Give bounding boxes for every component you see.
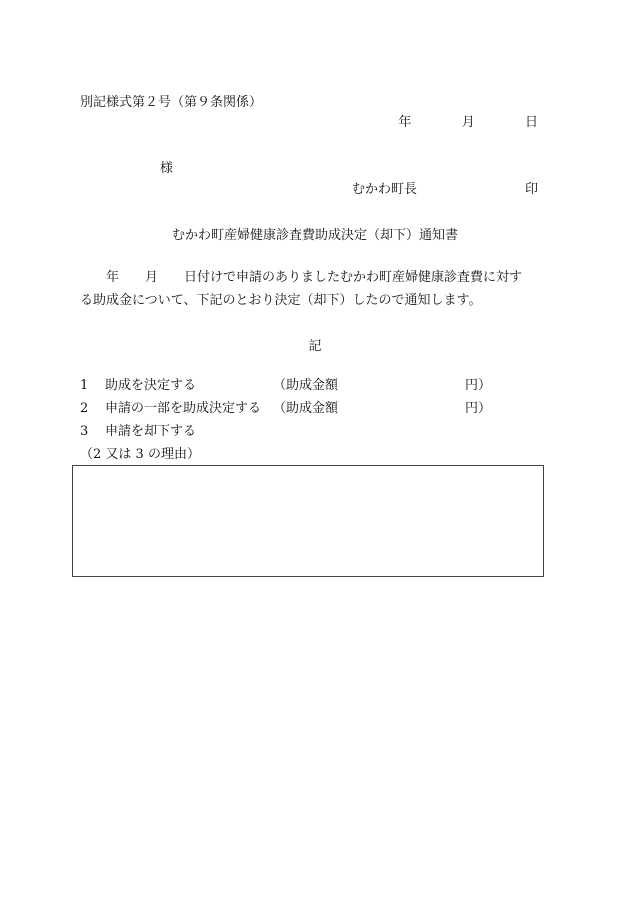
item-number: 2 <box>80 401 89 416</box>
item-text: 申請を却下する <box>105 424 197 439</box>
reason-box <box>72 465 544 577</box>
amount-label: （助成金額 <box>273 401 339 416</box>
list-item-decision <box>80 378 492 393</box>
date-line <box>0 116 538 129</box>
item-text: 助成を決定する <box>105 378 197 393</box>
document-title: むかわ町産婦健康診査費助成決定（却下）通知書 <box>171 228 458 243</box>
reason-label: （2 又は 3 の理由） <box>80 447 200 462</box>
list-item-rejection <box>80 425 196 438</box>
amount-label: （助成金額 <box>273 378 339 393</box>
yen-label: 円） <box>465 378 492 393</box>
addressee-suffix: 様 <box>160 161 174 176</box>
item-number: 3 <box>80 424 89 439</box>
list-item-partial-decision <box>80 401 492 416</box>
yen-label: 円） <box>465 401 492 416</box>
date-year: 年 <box>398 115 412 130</box>
date-day: 日 <box>524 115 538 130</box>
body-text-line-1: 年 月 日付けで申請のありましたむかわ町産婦健康診査費に対す <box>80 270 523 285</box>
date-month: 月 <box>461 115 475 130</box>
form-number-label: 別記様式第２号（第９条関係） <box>80 95 263 110</box>
issuer-name: むかわ町長 <box>352 182 418 197</box>
ki-heading: 記 <box>308 339 322 354</box>
item-text: 申請の一部を助成決定する <box>105 401 262 416</box>
body-text-line-2: る助成金について、下記のとおり決定（却下）したので通知します。 <box>80 293 482 308</box>
item-number: 1 <box>80 378 89 393</box>
seal-mark: 印 <box>525 182 539 197</box>
